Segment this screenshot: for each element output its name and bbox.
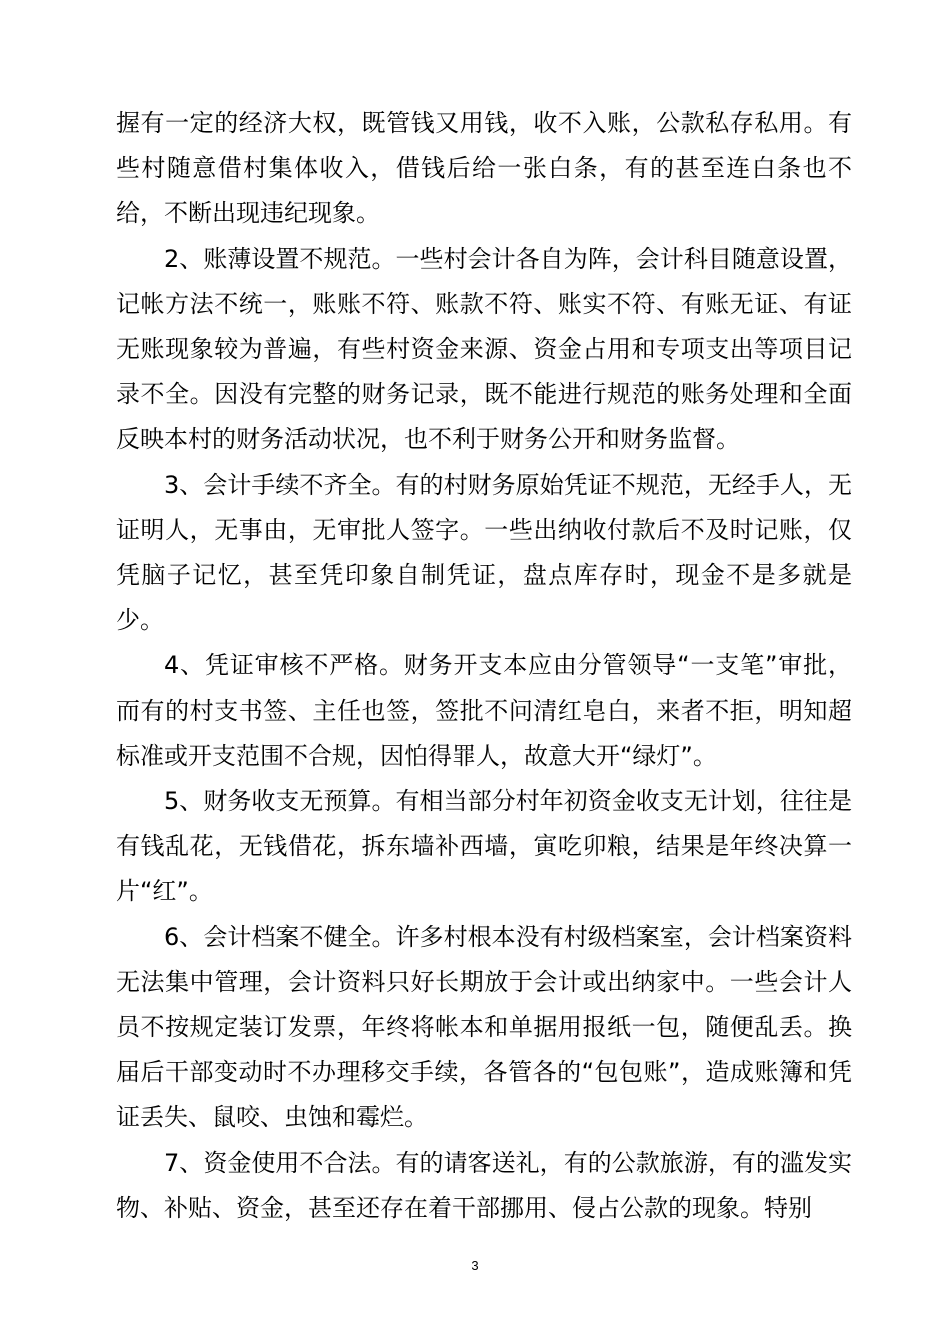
document-body [116, 101, 852, 1231]
paragraph-continuation: 握有一定的经济大权，既管钱又用钱，收不入账，公款私存私用。有些村随意借村集体收入，借钱后给一张白条，有的甚至连白条也不给，不断出现违纪现象。 [116, 109, 852, 228]
paragraph-item-4: 4、凭证审核不严格。财务开支本应由分管领导“一支笔”审批，而有的村支书签、主任也签，签批不问清红皂白，来者不拒，明知超标准或开支范围不合规，因怕得罪人，故意大开“绿灯”。 [116, 651, 852, 770]
paragraph-item-6: 6、会计档案不健全。许多村根本没有村级档案室，会计档案资料无法集中管理，会计资料只好长期放于会计或出纳家中。一些会计人员不按规定装订发票，年终将帐本和单据用报纸一包，随便乱丢。换届后干部变动时不办理移交手续，各管各的“包包账”，造成账簿和凭证丢失、鼠咬、虫蚀和霉烂。 [116, 922, 852, 1132]
paragraph-item-7: 7、资金使用不合法。有的请客送礼，有的公款旅游，有的滥发实物、补贴、资金，甚至还存在着干部挪用、侵占公款的现象。特别 [116, 1148, 852, 1222]
paragraph-item-5: 5、财务收支无预算。有相当部分村年初资金收支无计划，往往是有钱乱花，无钱借花，拆东墙补西墙，寅吃卯粮，结果是年终决算一片“红”。 [116, 787, 852, 906]
paragraph-item-3: 3、会计手续不齐全。有的村财务原始凭证不规范，无经手人，无证明人，无事由，无审批人签字。一些出纳收付款后不及时记账，仅凭脑子记忆，甚至凭印象自制凭证，盘点库存时，现金不是多就是少。 [116, 470, 852, 635]
page-number: 3 [471, 1258, 479, 1273]
paragraph-item-2: 2、账薄设置不规范。一些村会计各自为阵，会计科目随意设置，记帐方法不统一，账账不符、账款不符、账实不符、有账无证、有证无账现象较为普遍，有些村资金来源、资金占用和专项支出等项目记录不全。因没有完整的财务记录，既不能进行规范的账务处理和全面反映本村的财务活动状况，也不利于财务公开和财务监督。 [116, 244, 852, 454]
